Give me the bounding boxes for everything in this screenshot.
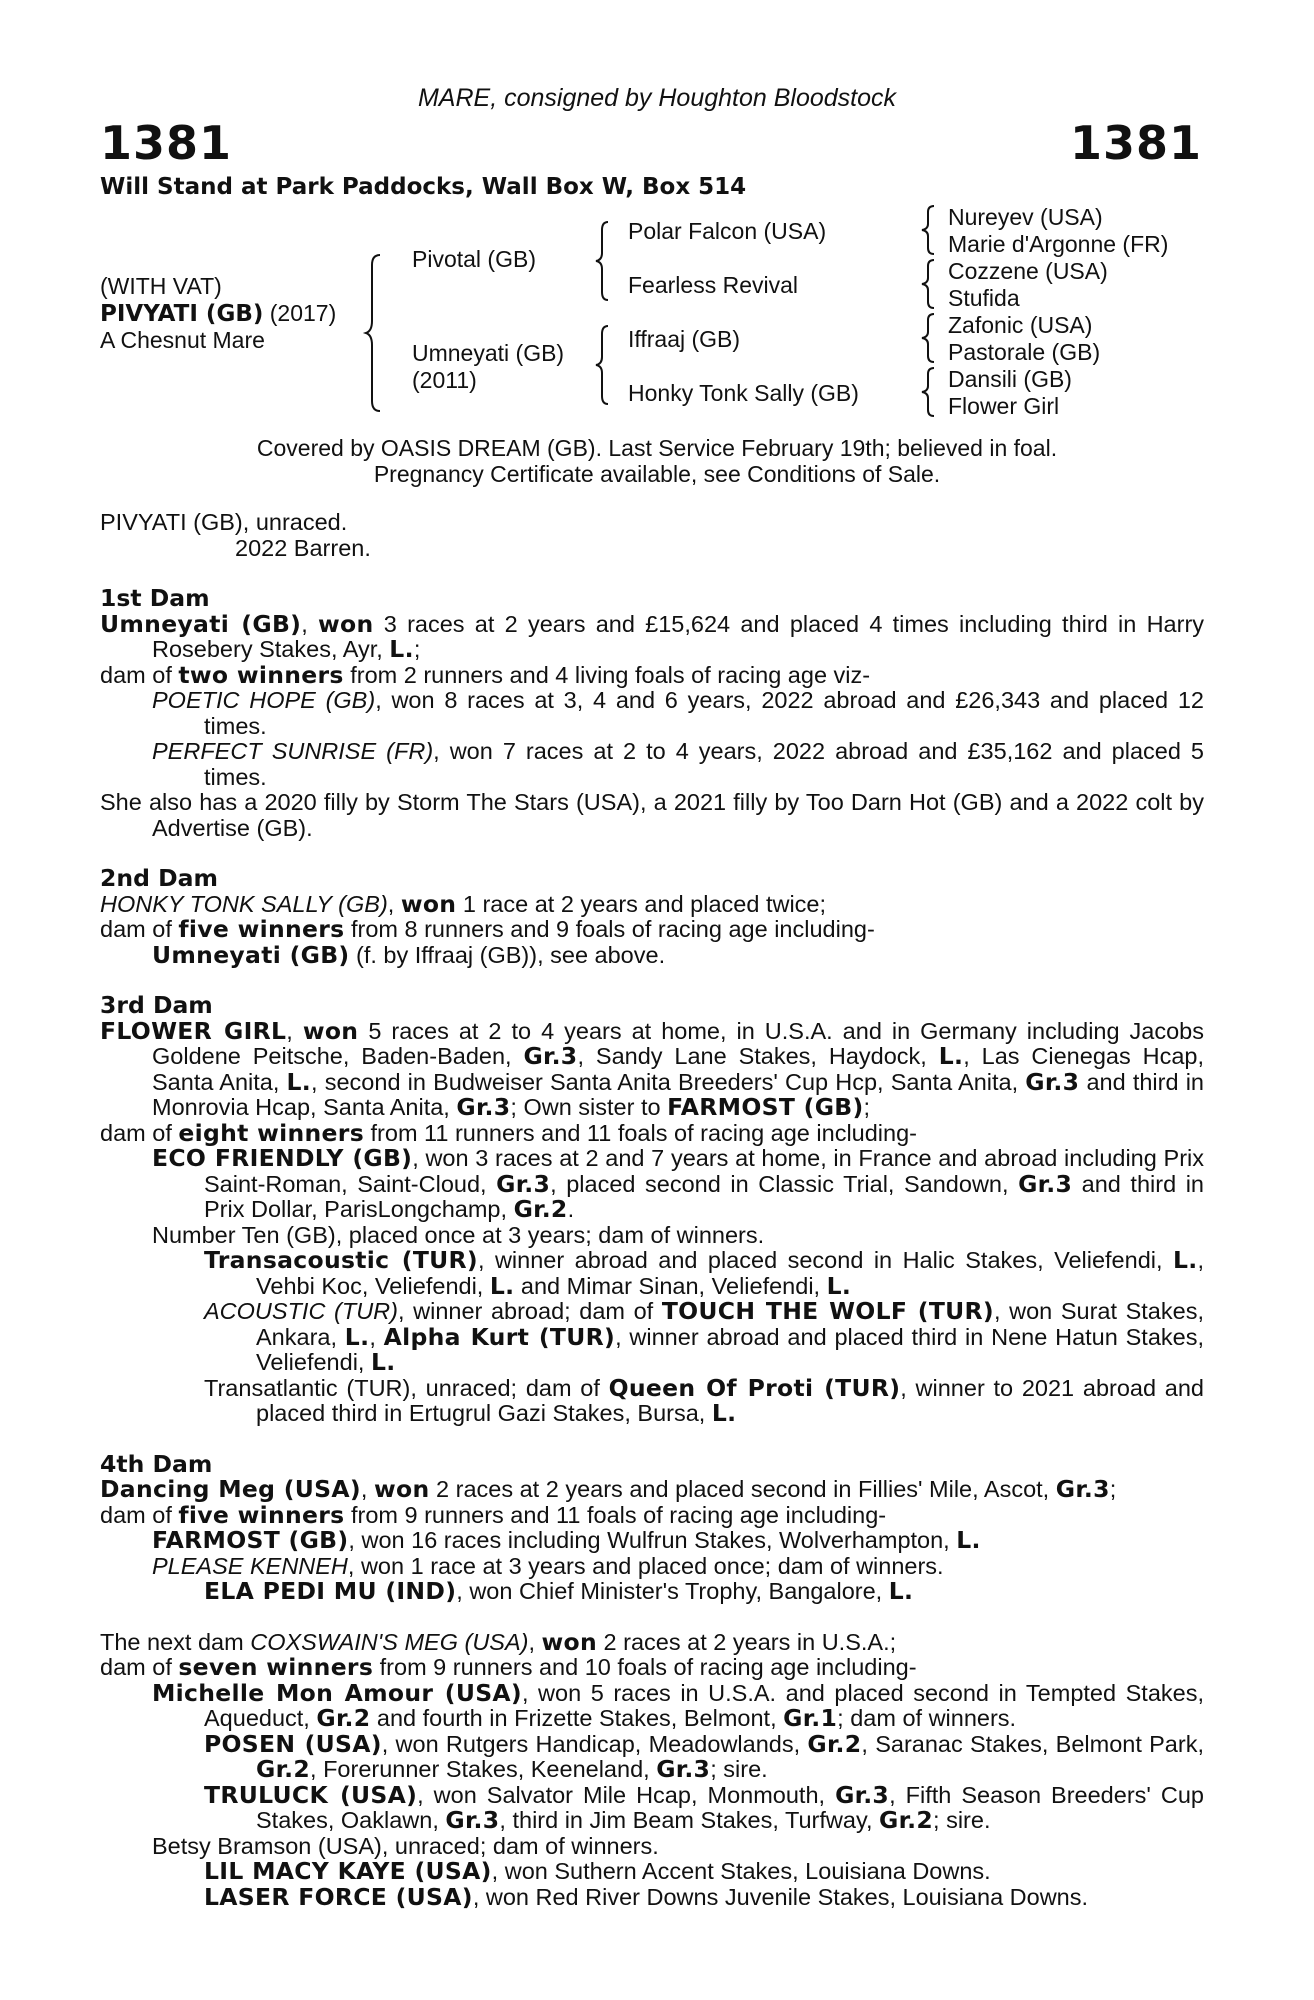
brace-g1 xyxy=(922,204,938,256)
vat-label: (WITH VAT) xyxy=(100,273,222,299)
next-dam-record xyxy=(100,1627,1204,1656)
lot-number-right: 1381 xyxy=(1069,116,1202,170)
produce-entry xyxy=(152,688,1204,739)
grand-produce-entry xyxy=(204,1859,1204,1885)
dam-year: (2011) xyxy=(412,367,477,393)
grade-label: Gr.3 xyxy=(1018,1169,1073,1198)
text: 5 races at 2 to 4 years at home, in U.S.A. and in Germany including Jacobs Goldene Peitsche, Baden-Baden, xyxy=(152,1017,1204,1069)
brace-dam xyxy=(596,324,614,406)
lot-number-left: 1381 xyxy=(100,116,233,170)
text: , third in Jim Beam Stakes, Turfway, xyxy=(499,1807,880,1833)
grade-label: Gr.3 xyxy=(496,1169,551,1198)
grade-label: Gr.3 xyxy=(1055,1475,1110,1503)
text: ; dam of winners. xyxy=(837,1705,1017,1731)
next-dam-produce xyxy=(100,1655,1204,1681)
dam-dam: Honky Tonk Sally (GB) xyxy=(628,380,859,406)
catalogue-body xyxy=(100,510,1204,1910)
third-dam-produce xyxy=(100,1118,1204,1147)
grandsire-7: Dansili (GB) xyxy=(948,366,1072,392)
produce-name: Umneyati (GB) xyxy=(152,940,350,969)
grade-label: Gr.3 xyxy=(456,1093,511,1121)
granddam-2: Marie d'Argonne (FR) xyxy=(948,231,1169,257)
sire-dam: Fearless Revival xyxy=(628,272,798,298)
intro-line-2: 2022 Barren. xyxy=(235,534,371,561)
text: and third in Monrovia Hcap, Santa Anita, xyxy=(152,1068,1204,1120)
produce-name: Transacoustic (TUR) xyxy=(204,1246,478,1274)
horse-description: A Chesnut Mare xyxy=(100,327,265,353)
produce-name: ACOUSTIC (TUR) xyxy=(204,1298,398,1324)
text: , xyxy=(387,890,401,917)
text: ; sire. xyxy=(710,1756,768,1782)
text: , winner abroad and placed third in Nene Hatun Stakes, Veliefendi, xyxy=(256,1323,1204,1375)
text: , winner to 2021 abroad and placed third in Ertugrul Gazi Stakes, Bursa, xyxy=(256,1374,1204,1426)
text: from 8 runners and 9 foals of racing age including- xyxy=(344,916,875,942)
grade-label: Gr.1 xyxy=(783,1704,838,1732)
grand-produce-entry xyxy=(204,1729,1204,1783)
text: , won 16 races including Wulfrun Stakes, Wolverhampton, xyxy=(348,1527,957,1553)
produce-entry xyxy=(152,1678,1204,1732)
text: , won Surat Stakes, Ankara, xyxy=(256,1298,1204,1350)
text: and Mimar Sinan, Veliefendi, xyxy=(514,1272,827,1299)
text: , won 7 races at 2 to 4 years, 2022 abroad and £35,162 and placed 5 times. xyxy=(204,738,1204,790)
second-dam-record xyxy=(100,889,1204,918)
grand-produce-entry xyxy=(204,1299,1204,1376)
winners-count: five winners xyxy=(178,1500,345,1529)
grandsire-5: Zafonic (USA) xyxy=(948,312,1093,338)
listed-label: L. xyxy=(938,1042,964,1070)
first-dam-also: She also has a 2020 filly by Storm The Stars (USA), a 2021 filly by Too Darn Hot (GB) and a 2022 colt by Advertise (GB). xyxy=(100,789,1204,841)
brace-g2 xyxy=(922,258,938,310)
text: , won Rutgers Handicap, Meadowlands, xyxy=(381,1730,808,1757)
third-dam-name: FLOWER GIRL xyxy=(100,1016,287,1045)
first-dam-heading: 1st Dam xyxy=(100,584,210,612)
horse-name-line xyxy=(100,300,336,328)
fourth-dam-record xyxy=(100,1477,1204,1503)
produce-name: Michelle Mon Amour (USA) xyxy=(152,1678,522,1707)
produce-entry xyxy=(152,1146,1204,1223)
text: , xyxy=(286,1017,303,1044)
text: , winner abroad and placed second in Halic Stakes, Veliefendi, xyxy=(477,1247,1173,1273)
produce-name: POSEN (USA) xyxy=(204,1729,382,1758)
sire: Pivotal (GB) xyxy=(412,246,536,272)
produce-name: TRULUCK (USA) xyxy=(204,1780,418,1809)
grade-label: Gr.3 xyxy=(835,1780,890,1809)
second-dam-produce xyxy=(100,917,1204,943)
brace-main xyxy=(366,253,386,413)
first-dam-produce xyxy=(100,660,1204,689)
grand-produce-entry xyxy=(204,1882,1204,1911)
text: ; xyxy=(863,1094,871,1120)
text: and fourth in Frizette Stakes, Belmont, xyxy=(370,1705,784,1731)
produce-entry xyxy=(152,739,1204,790)
text: 1 race at 2 years and placed twice; xyxy=(456,890,827,917)
grand-produce-entry xyxy=(204,1248,1204,1299)
horse-year: (2017) xyxy=(263,300,337,326)
covered-line-1: Covered by OASIS DREAM (GB). Last Service February 19th; believed in foal. xyxy=(256,435,1058,461)
text: 2 races at 2 years in U.S.A.; xyxy=(597,1628,897,1655)
grade-label: Gr.3 xyxy=(1025,1067,1080,1096)
produce-entry xyxy=(152,1554,1204,1580)
text: , second in Budweiser Santa Anita Breeders' Cup Hcp, Santa Anita, xyxy=(311,1068,1026,1095)
text: dam of xyxy=(100,1654,179,1680)
fourth-dam-produce xyxy=(100,1500,1204,1529)
text: The next dam xyxy=(100,1628,251,1655)
text: from 2 runners and 4 living foals of racing age viz- xyxy=(343,661,871,688)
text: from 11 runners and 11 foals of racing age including- xyxy=(363,1119,917,1146)
grade-label: Gr.3 xyxy=(445,1806,500,1834)
second-dam-heading: 2nd Dam xyxy=(100,864,218,892)
text: dam of xyxy=(100,1501,179,1528)
produce-name: TOUCH THE WOLF (TUR) xyxy=(661,1297,994,1325)
text: ; sire. xyxy=(933,1807,991,1833)
produce-entry: Number Ten (GB), placed once at 3 years; dam of winners. xyxy=(152,1221,765,1248)
first-dam-record: Umneyati (GB), won 3 races at 2 years and £15,624 and placed 4 times including third in Harry Rosebery Stakes, Ayr, L.; xyxy=(100,609,1205,663)
grandsire-1: Nureyev (USA) xyxy=(948,204,1103,230)
produce-name: PERFECT SUNRISE (FR) xyxy=(152,738,434,764)
text: 3 races at 2 years and £15,624 and placed 4 times including third in Harry Rosebery Stakes, Ayr, xyxy=(152,610,1205,662)
listed-label: L. xyxy=(389,635,414,663)
grand-produce-entry xyxy=(204,1780,1204,1834)
produce-name: ELA PEDI MU (IND) xyxy=(204,1577,457,1605)
text: 2 races at 2 years and placed second in Fillies' Mile, Ascot, xyxy=(429,1476,1056,1502)
produce-name: FARMOST (GB) xyxy=(152,1526,349,1554)
text: , Sandy Lane Stakes, Haydock, xyxy=(577,1043,939,1069)
sire-sire: Polar Falcon (USA) xyxy=(628,218,827,244)
grandsire-3: Cozzene (USA) xyxy=(948,258,1108,284)
grade-label: Gr.2 xyxy=(256,1755,311,1783)
text: , placed second in Classic Trial, Sandown, xyxy=(550,1170,1019,1197)
grade-label: Gr.3 xyxy=(523,1042,578,1070)
text: , Fifth Season Breeders' Cup Stakes, Oaklawn, xyxy=(256,1781,1204,1833)
grand-produce-entry xyxy=(204,1579,1204,1605)
listed-label: L. xyxy=(286,1067,312,1096)
produce-entry xyxy=(152,1528,1204,1554)
text: , Saranac Stakes, Belmont Park, xyxy=(861,1730,1204,1757)
text: . xyxy=(567,1196,575,1222)
won-label: won xyxy=(541,1627,598,1656)
stand-location: Will Stand at Park Paddocks, Wall Box W, Box 514 xyxy=(100,174,747,200)
text: , xyxy=(369,1323,384,1350)
granddam-8: Flower Girl xyxy=(948,393,1060,419)
text: from 9 runners and 11 foals of racing age including- xyxy=(344,1501,887,1528)
granddam-6: Pastorale (GB) xyxy=(948,339,1101,365)
covered-line-2: Pregnancy Certificate available, see Conditions of Sale. xyxy=(373,461,941,487)
listed-label: L. xyxy=(888,1577,914,1605)
text: (f. by Iffraaj (GB)), see above. xyxy=(349,941,666,968)
listed-label: L. xyxy=(370,1348,396,1376)
produce-entry: Betsy Bramson (USA), unraced; dam of winners. xyxy=(152,1832,659,1859)
sister-name: FARMOST (GB) xyxy=(667,1093,864,1121)
third-dam-record xyxy=(100,1016,1204,1121)
text: dam of xyxy=(100,1119,179,1146)
winners-count: five winners xyxy=(178,915,345,943)
text: and third in Prix Dollar, ParisLongchamp, xyxy=(204,1170,1205,1222)
listed-label: L. xyxy=(344,1322,370,1351)
text: ; xyxy=(413,636,421,662)
text: , won Suthern Accent Stakes, Louisiana Downs. xyxy=(491,1858,991,1884)
granddam-4: Stufida xyxy=(948,285,1020,311)
second-dam-name: HONKY TONK SALLY (GB) xyxy=(100,890,388,917)
produce-name: ECO FRIENDLY (GB) xyxy=(152,1144,413,1172)
won-label: won xyxy=(400,889,457,918)
next-dam-name: COXSWAIN'S MEG (USA) xyxy=(250,1628,529,1655)
consignor-line: MARE, consigned by Houghton Bloodstock xyxy=(417,84,897,112)
text: , won Red River Downs Juvenile Stakes, Louisiana Downs. xyxy=(472,1883,1089,1910)
produce-entry xyxy=(152,940,1204,969)
produce-name: LASER FORCE (USA) xyxy=(204,1882,473,1911)
won-label: won xyxy=(302,1016,359,1045)
covered-note xyxy=(0,435,1314,487)
grade-label: Gr.2 xyxy=(879,1806,934,1834)
text: ; xyxy=(1109,1476,1117,1502)
produce-name: Queen Of Proti (TUR) xyxy=(608,1373,901,1402)
text: ; Own sister to xyxy=(510,1094,668,1120)
grade-label: Gr.2 xyxy=(316,1704,371,1732)
intro-line-1: PIVYATI (GB), unraced. xyxy=(100,509,348,535)
text: , Las Cienegas Hcap, Santa Anita, xyxy=(152,1043,1204,1095)
grade-label: Gr.2 xyxy=(513,1195,568,1223)
grade-label: Gr.2 xyxy=(807,1729,862,1758)
text: , won 1 race at 3 years and placed once; dam of winners. xyxy=(347,1552,944,1579)
produce-name: PLEASE KENNEH xyxy=(152,1552,348,1579)
text: , won Chief Minister's Trophy, Bangalore, xyxy=(456,1578,889,1604)
first-dam-name: Umneyati (GB) xyxy=(100,609,302,638)
text: dam of xyxy=(100,916,179,942)
won-label: won xyxy=(318,609,374,638)
text: , won 5 races in U.S.A. and placed second in Tempted Stakes, Aqueduct, xyxy=(204,1679,1204,1731)
dam-sire: Iffraaj (GB) xyxy=(628,326,741,352)
fourth-dam-heading: 4th Dam xyxy=(100,1449,213,1478)
brace-g3 xyxy=(922,312,938,364)
won-label: won xyxy=(373,1475,430,1503)
text: , won 3 races at 2 and 7 years at home, in France and abroad including Prix Saint-Roman, Saint-Cloud, xyxy=(204,1145,1204,1197)
listed-label: L. xyxy=(489,1271,515,1300)
text: , won Salvator Mile Hcap, Monmouth, xyxy=(417,1781,836,1808)
text: from 9 runners and 10 foals of racing age including- xyxy=(373,1654,917,1680)
dam: Umneyati (GB) xyxy=(412,340,565,366)
horse-name: PIVYATI (GB) xyxy=(100,301,264,327)
grade-label: Gr.3 xyxy=(656,1755,711,1783)
text: dam of xyxy=(100,661,179,688)
winners-count: seven winners xyxy=(178,1653,374,1681)
listed-label: L. xyxy=(956,1526,981,1554)
text: , Forerunner Stakes, Keeneland, xyxy=(310,1756,657,1782)
listed-label: L. xyxy=(826,1271,852,1300)
produce-name: LIL MACY KAYE (USA) xyxy=(204,1857,492,1885)
text: Transatlantic (TUR), unraced; dam of xyxy=(204,1374,609,1401)
third-dam-heading: 3rd Dam xyxy=(100,991,213,1019)
winners-count: two winners xyxy=(178,660,344,689)
text: , xyxy=(528,1628,542,1655)
text: , Vehbi Koc, Veliefendi, xyxy=(256,1247,1205,1299)
produce-name: Alpha Kurt (TUR) xyxy=(383,1322,616,1351)
produce-name: POETIC HOPE (GB) xyxy=(152,687,376,713)
listed-label: L. xyxy=(711,1399,737,1427)
text: , xyxy=(360,1476,374,1502)
brace-sire xyxy=(596,220,614,302)
fourth-dam-name: Dancing Meg (USA) xyxy=(100,1475,361,1503)
brace-g4 xyxy=(922,366,938,418)
text: , won 8 races at 3, 4 and 6 years, 2022 abroad and £26,343 and placed 12 times. xyxy=(204,687,1204,739)
listed-label: L. xyxy=(1172,1246,1198,1274)
text: , winner abroad; dam of xyxy=(397,1298,662,1324)
grand-produce-entry xyxy=(204,1373,1204,1427)
winners-count: eight winners xyxy=(178,1118,364,1147)
